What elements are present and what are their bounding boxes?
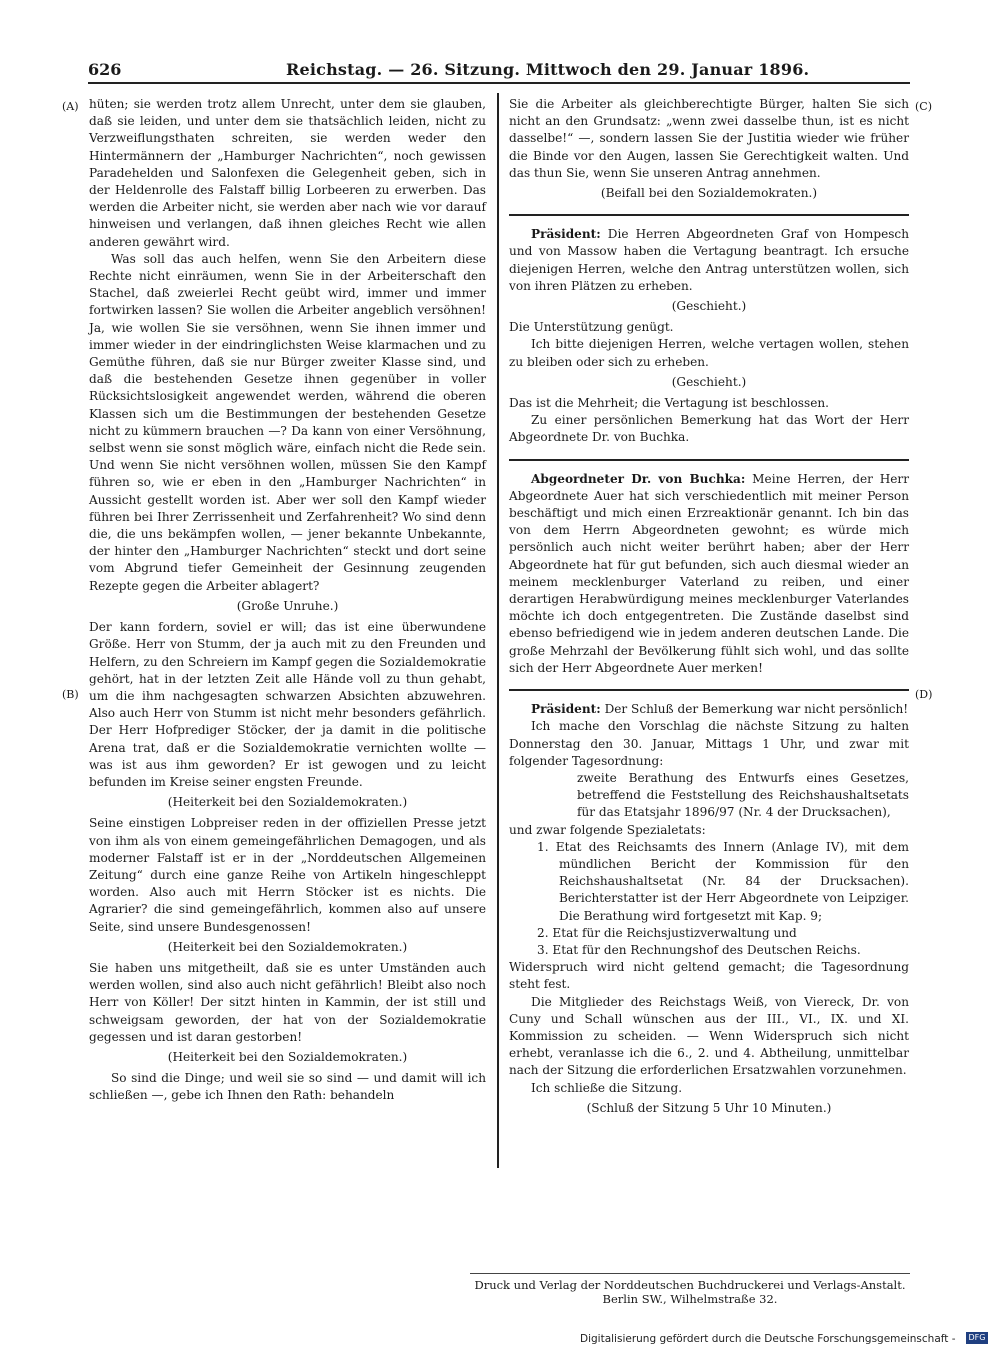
right-paragraph-6: Ich mache den Vorschlag die nächste Sitzung zu halten Donnerstag den 30. Januar, Mittags 1 Uhr, und zwar mit folgender Tagesordnung: [509,719,909,768]
president-statement-1 [509,226,909,295]
agenda-item: 2. Etat für die Reichsjustizverwaltung und [537,925,797,940]
right-paragraph-1: Sie die Arbeiter als gleichberechtigte Bürger, halten Sie sich nicht an den Grundsatz: „wenn zwei dasselbe thun, ist es nicht dasselbe!“ —, sondern lassen Sie der Justitia wieder wie früher die Binde vor den Augen, lassen Sie Gerechtigkeit walten. Und das thun Sie, wenn Sie unseren Antrag annehmen. [509,97,909,180]
left-remark-1: (Große Unruhe.) [236,598,339,613]
right-paragraph-7: und zwar folgende Spezialetats: [509,822,706,837]
margin-marker-b: (B) [62,688,79,701]
column-divider [497,93,499,1168]
right-paragraph-8: Widerspruch wird nicht geltend gemacht; die Tagesordnung steht fest. [509,960,909,992]
right-paragraph-9: Die Mitglieder des Reichstags Weiß, von Viereck, Dr. von Cuny und Schall wünschen aus der III., VI., IX. und XI. Kommission zu scheiden. — Wenn Widerspruch sich nicht erhebt, veranlasse ich die 6., 2. und 4. Abtheilung, unmittelbar nach der Sitzung die erforderlichen Ersatzwahlen vorzunehmen. [509,994,909,1078]
speaker-label: Abgeordneter Dr. von Buchka: [531,471,746,486]
agenda-item: 3. Etat für den Rechnungshof des Deutschen Reichs. [537,942,861,957]
margin-marker-a: (A) [62,100,79,113]
right-remark-2: (Geschieht.) [671,299,747,314]
right-paragraph-5: Zu einer persönlichen Bemerkung hat das Wort der Herr Abgeordnete Dr. von Buchka. [509,413,909,445]
left-remark-3: (Heiterkeit bei den Sozialdemokraten.) [167,939,408,954]
president-statement-2 [509,701,909,718]
right-remark-1: (Beifall bei den Sozialdemokraten.) [600,186,818,201]
buchka-statement [509,471,909,677]
speaker-label: Präsident: [531,702,601,717]
page-header [88,60,910,80]
section-separator [509,459,909,461]
left-paragraph-3: Der kann fordern, soviel er will; das ist eine überwundene Größe. Herr von Stumm, der ja auch mit zu den Freunden und Helfern, zu den Schreiern im Kampf gegen die Sozialdemokratie gehört, hat in der letzten Zeit alle Hände voll zu thun gehabt, um die ihm nachgesagten schwarzen Absichten abzuwehren. Also auch Herr von Stumm ist nicht mehr besonders gefährlich. Der Herr Hofprediger Stöcker, der ja damit in die politische Arena trat, daß er die Sozialdemokratie vernichten wollte — was ist aus ihm geworden? Er ist gewogen und zu leicht befunden im Kreise seiner engsten Freunde. [89,620,486,789]
statement-text: Die Herren Abgeordneten Graf von Hompesch und von Massow haben die Vertagung beantragt. Ich ersuche diejenigen Herren, welche den Antrag unterstützen wollen, sich von ihren Plätzen zu erheben. [509,227,909,293]
right-column [509,96,909,1121]
agenda-item: 1. Etat des Reichsamts des Innern (Anlage IV), mit dem mündlichen Bericht der Kommission für den Reichshaushaltsetat (Nr. 84 der Drucksachen). Berichterstatter ist der Herr Abgeordnete von Leipziger. Die Berathung wird fortgesetzt mit Kap. 9; [537,839,909,923]
left-column [89,96,486,1105]
left-paragraph-4: Seine einstigen Lobpreiser reden in der offiziellen Presse jetzt von ihm als von einem gemeingefährlichen Demagogen, und als moderner Falstaff ist er in der „Norddeutschen Allgemeinen Zeitung“ durch eine ganze Reihe von Artikeln hingeschleppt worden. Also auch mit Herrn Stöcker ist es nichts. Die Agrarier? die sind gemeingefährlich, kommen also auf unsere Seite, sind unsere Bundesgenossen! [89,816,486,934]
running-title: Reichstag. — 26. Sitzung. Mittwoch den 29. Januar 1896. [286,60,810,79]
right-paragraph-3: Ich bitte diejenigen Herren, welche vertagen wollen, stehen zu bleiben oder sich zu erheben. [509,337,909,369]
left-remark-4: (Heiterkeit bei den Sozialdemokraten.) [167,1049,408,1064]
right-paragraph-10: Ich schließe die Sitzung. [531,1080,683,1095]
right-paragraph-2: Die Unterstützung genügt. [509,320,674,335]
right-remark-4: (Schluß der Sitzung 5 Uhr 10 Minuten.) [586,1100,832,1115]
margin-marker-d: (D) [915,688,933,701]
left-paragraph-2: Was soll das auch helfen, wenn Sie den Arbeitern diese Rechte nicht einräumen, wenn Sie in der Arbeiterschaft den Stachel, daß zweierlei Recht geübt wird, immer und immer fortwirken lassen? Sie wollen die Arbeiter angeblich versöhnen! Ja, wie wollen Sie sie versöhnen, wenn Sie ihnen immer und immer wieder in der eindringlichsten Weise klarmachen und zu Gemüthe führen, daß sie nur Bürger zweiter Klasse sind, und daß die bestehenden Gesetze ihnen gegenüber in voller Rücksichtslosigkeit angewendet werden, während die oberen Klassen sich um die Bestimmungen der bestehenden Gesetze nicht zu kümmern brauchen —? Da kann von einer Versöhnung, selbst wenn sie sonst möglich wäre, einfach nicht die Rede sein. Und wenn Sie nicht versöhnen wollen, müssen Sie den Kampf führen so, wie er eben in den „Hamburger Nachrichten“ in Aussicht gestellt worden ist. Aber wer soll den Kampf wieder führen bei Ihrer Zerrissenheit und Zerfahrenheit? Wo sind denn die, die uns bekämpfen wollen, — jener bekannte Unbekannte, der hinter den „Hamburger Nachrichten“ steckt und dort seine vom Abgrund tiefer Gemeinheit der Gesinnung zeugenden Rezepte gegen die Arbeiter ablagert? [89,251,486,593]
statement-text: Der Schluß der Bemerkung war nicht persönlich! [604,702,909,717]
agenda-list [537,839,909,959]
dfg-logo: DFG [966,1332,988,1344]
left-remark-2: (Heiterkeit bei den Sozialdemokraten.) [167,795,408,810]
left-paragraph-1: hüten; sie werden trotz allem Unrecht, unter dem sie glauben, daß sie leiden, und unter dem sie thatsächlich leiden, nicht zu Verzweiflungsthaten schreiten, sie werden weder den Hintermännern der „Hamburger Nachrichten“, noch gewissen Paradehelden und Salonfexen die Gelegenheit geben, sich in der Heldenrolle des Falstaff billig Lorbeeren zu erwerben. Das werden die Arbeiter nicht, sie werden aber nach wie vor darauf hinweisen und verlangen, daß ihnen gleiches Recht wie allen anderen gewährt wird. [89,97,486,249]
agenda-main-item: zweite Berathung des Entwurfs eines Gesetzes, betreffend die Feststellung des Reichshaushaltsetats für das Etatsjahr 1896/97 (Nr. 4 der Drucksachen), [577,770,909,820]
speaker-label: Präsident: [531,227,601,242]
left-paragraph-6: So sind die Dinge; und weil sie so sind — und damit will ich schließen —, gebe ich Ihnen den Rath: behandeln [89,1071,486,1103]
page-number: 626 [88,60,122,79]
right-remark-3: (Geschieht.) [671,374,747,389]
header-rule [88,82,910,84]
margin-marker-c: (C) [915,100,932,113]
section-separator [509,214,909,216]
printer-imprint [470,1273,910,1306]
imprint-line-2: Berlin SW., Wilhelmstraße 32. [602,1292,778,1306]
digitization-credit: Digitalisierung gefördert durch die Deutsche Forschungsgemeinschaft - [580,1333,956,1345]
left-paragraph-5: Sie haben uns mitgetheilt, daß sie es unter Umständen auch werden wollen, sind also auch nicht gefährlich! Bleibt also noch Herr von Köller! Der sitzt hinten in Kammin, der ist still und schweigsam geworden, der hat von der Sozialdemokratie gegessen und ist daran gestorben! [89,960,486,1044]
statement-text: Meine Herren, der Herr Abgeordnete Auer hat sich verschiedentlich mit meiner Person beschäftigt und mich einen Erzreaktionär genannt. Ich bin das von dem Herrn Abgeordneten gewohnt; es würde mich persönlich auch nicht weiter berührt haben; aber der Herr Abgeordnete hat für gut befunden, sich auch diesmal wieder an meinem mecklenburger Vaterland zu reiben, und einer derartigen Herabwürdigung meines mecklenburger Vaterlandes möchte ich doch entgegentreten. Die Zustände daselbst sind ebenso befriedigend wie in jedem anderen deutschen Lande. Die große Mehrzahl der Bevölkerung fühlt sich wohl, und das sollte sich der Herr Abgeordnete Auer merken! [509,471,909,675]
section-separator [509,689,909,691]
imprint-line-1: Druck und Verlag der Norddeutschen Buchdruckerei und Verlags-Anstalt. [474,1278,906,1292]
right-paragraph-4: Das ist die Mehrheit; die Vertagung ist beschlossen. [509,396,829,411]
